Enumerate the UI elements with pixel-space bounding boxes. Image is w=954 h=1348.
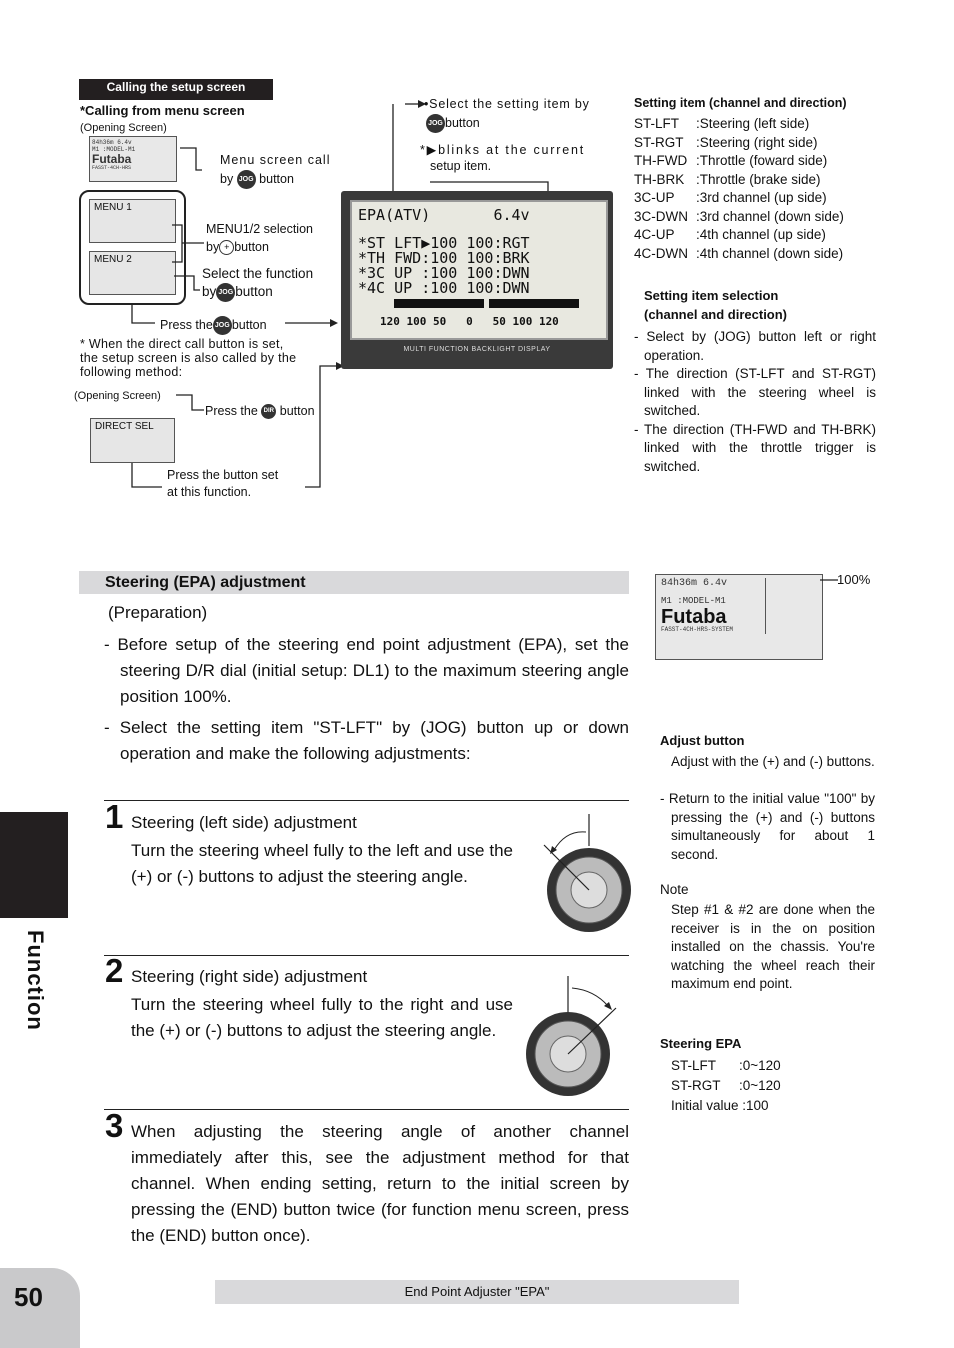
select-function-label: Select the function [202, 266, 314, 281]
mini-lcd-line: FASST-4CH-HRS-SYSTEM [661, 626, 734, 633]
mini-lcd-line: 84h36m 6.4v [661, 578, 728, 589]
lcd-bar-left [394, 299, 484, 308]
opening-screen-thumbnail: 84h36m 6.4v M1 :MODEL-M1 Futaba FASST-4CH-HRS [89, 136, 177, 182]
mini-lcd-right-panel [765, 578, 817, 634]
select-function-by: by JOG button [202, 283, 273, 302]
jog-icon: JOG [426, 114, 445, 133]
calling-setup-tab: Calling the setup screen [79, 79, 273, 100]
mini-lcd-logo: Futaba [661, 606, 727, 628]
setting-item-row: ST-LFT :Steering (left side) [634, 116, 810, 131]
lcd-scale: 120 100 50 0 50 100 120 [380, 315, 559, 328]
jog-icon: JOG [216, 283, 235, 302]
step-divider [104, 955, 629, 956]
opening-screen-display [655, 574, 823, 660]
setting-item-row: 4C-UP :4th channel (up side) [634, 227, 826, 242]
note-title: Note [660, 882, 689, 897]
menu12-selection-by: by + button [206, 240, 269, 254]
menu-screen-call-by: by JOG button [220, 170, 294, 189]
setting-item-title: Setting item (channel and direction) [634, 96, 847, 110]
lcd-row: *ST LFT▶100 100:RGT [358, 234, 530, 252]
step-text: When adjusting the steering angle of another channel immediately after this, see the adjustment method for that channel. When ending setting, return to the initial screen by pressing the (END) button twice (for function menu screen, press the (END) button once). [131, 1122, 629, 1245]
epa-range-row: ST-LFT :0~120 [671, 1058, 781, 1073]
step-text: Turn the steering wheel fully to the left and use the (+) or (-) buttons to adjust the steering angle. [131, 841, 513, 886]
preparation-step-2: - Select the setting item "ST-LFT" by (JOG) button up or down operation and make the following adjustments: [104, 718, 629, 763]
select-item-label: •Select the setting item by [424, 97, 590, 111]
steering-epa-title: Steering EPA [660, 1036, 742, 1051]
steering-epa-ranges [671, 1056, 781, 1116]
percent-label: 100% [837, 572, 871, 587]
at-this-function-label: at this function. [167, 485, 252, 499]
selection-note: - The direction (TH-FWD and TH-BRK) linked with the throttle trigger is switched. [634, 421, 876, 474]
plus-icon: + [219, 240, 234, 255]
step-title: Steering (left side) adjustment [131, 813, 357, 832]
opening-screen-label-2: (Opening Screen) [74, 390, 161, 402]
press-button-set-label: Press the button set [167, 468, 279, 482]
steering-wheel-left-icon [526, 812, 636, 937]
step-text: Turn the steering wheel fully to the right and use the (+) or (-) buttons to adjust the steering angle. [131, 995, 513, 1040]
transmitter-display [341, 191, 613, 369]
selection-notes [634, 328, 876, 476]
opening-screen-label: (Opening Screen) [80, 122, 167, 134]
step-divider [104, 1109, 629, 1110]
display-lcd [350, 200, 608, 340]
mini-lcd-line: M1 :MODEL-M1 [661, 596, 726, 606]
press-jog-label: Press the JOG button [160, 316, 267, 335]
direct-call-note: * When the direct call button is set, the setup screen is also called by the following method: [80, 337, 297, 379]
setting-item-row: TH-FWD :Throttle (foward side) [634, 153, 828, 168]
selection-title-1: Setting item selection [644, 288, 779, 303]
lcd-row: *4C UP :100 100:DWN [358, 279, 530, 297]
setting-item-list [634, 115, 844, 263]
menu2-screen: MENU 2 [89, 251, 176, 295]
setting-item-row: 3C-UP :3rd channel (up side) [634, 190, 827, 205]
select-item-by-jog: JOG button [426, 114, 480, 133]
calling-from-menu-title: *Calling from menu screen [80, 103, 245, 118]
direct-sel-screen: DIRECT SEL [90, 418, 175, 463]
menu12-selection-label: MENU1/2 selection [206, 222, 313, 236]
step-number: 3 [105, 1107, 124, 1144]
selection-title-2: (channel and direction) [644, 307, 788, 322]
side-tab-block [0, 812, 68, 918]
lcd-bar-right [489, 299, 579, 308]
footer-title: End Point Adjuster "EPA" [215, 1280, 739, 1304]
setting-item-row: TH-BRK :Throttle (brake side) [634, 171, 821, 187]
side-section-label: Function [23, 930, 48, 1031]
adjust-button-title: Adjust button [660, 733, 745, 748]
step-number: 1 [105, 798, 124, 835]
preparation-step-1: - Before setup of the steering end point adjustment (EPA), set the steering D/R dial (initial setup: DL1) to the maximum steering angle position 100%. [104, 635, 629, 706]
page-number: 50 [14, 1282, 43, 1312]
lcd-row: *3C UP :100 100:DWN [358, 264, 530, 282]
steering-wheel-right-icon [524, 972, 634, 1097]
jog-icon: JOG [213, 316, 232, 335]
preparation-label: (Preparation) [108, 603, 208, 622]
epa-initial-value: Initial value :100 [671, 1098, 769, 1113]
press-dir-label: Press the DIR button [205, 404, 315, 418]
selection-note: - The direction (ST-LFT and ST-RGT) linked with the steering wheel is switched. [634, 366, 876, 418]
display-caption: MULTI FUNCTION BACKLIGHT DISPLAY [403, 346, 551, 353]
note-text: Step #1 & #2 are done when the receiver is in the on position installed on the chassis. You're watching the wheel reach their maximum end point. [671, 902, 875, 991]
adjust-note-1: Adjust with the (+) and (-) buttons. [671, 754, 875, 769]
setting-item-row: ST-RGT :Steering (right side) [634, 134, 818, 150]
step-title: Steering (right side) adjustment [131, 967, 368, 986]
selection-note: - Select by (JOG) button left or right operation. [634, 329, 876, 363]
blinks-label: *▶blinks at the current [420, 143, 585, 157]
menu1-screen: MENU 1 [89, 199, 176, 243]
menu-screen-call-label: Menu screen call [220, 153, 331, 167]
step-divider [104, 800, 629, 801]
setup-item-label: setup item. [430, 159, 492, 173]
dir-icon: DIR [261, 404, 276, 419]
jog-icon: JOG [237, 170, 256, 189]
blink-cursor-icon: ▶ [426, 143, 439, 157]
lcd-title: EPA(ATV) 6.4v [358, 206, 530, 224]
setting-item-row: 3C-DWN :3rd channel (down side) [634, 208, 844, 224]
setting-item-row: 4C-DWN :4th channel (down side) [634, 245, 844, 261]
epa-range-row: ST-RGT :0~120 [671, 1078, 781, 1093]
step-number: 2 [105, 952, 124, 989]
lcd-row: *TH FWD:100 100:BRK [358, 249, 530, 267]
section-title: Steering (EPA) adjustment [105, 574, 306, 591]
adjust-note-2: - Return to the initial value "100" by pressing the (+) and (-) buttons simultaneously for about 1 second. [660, 791, 875, 862]
